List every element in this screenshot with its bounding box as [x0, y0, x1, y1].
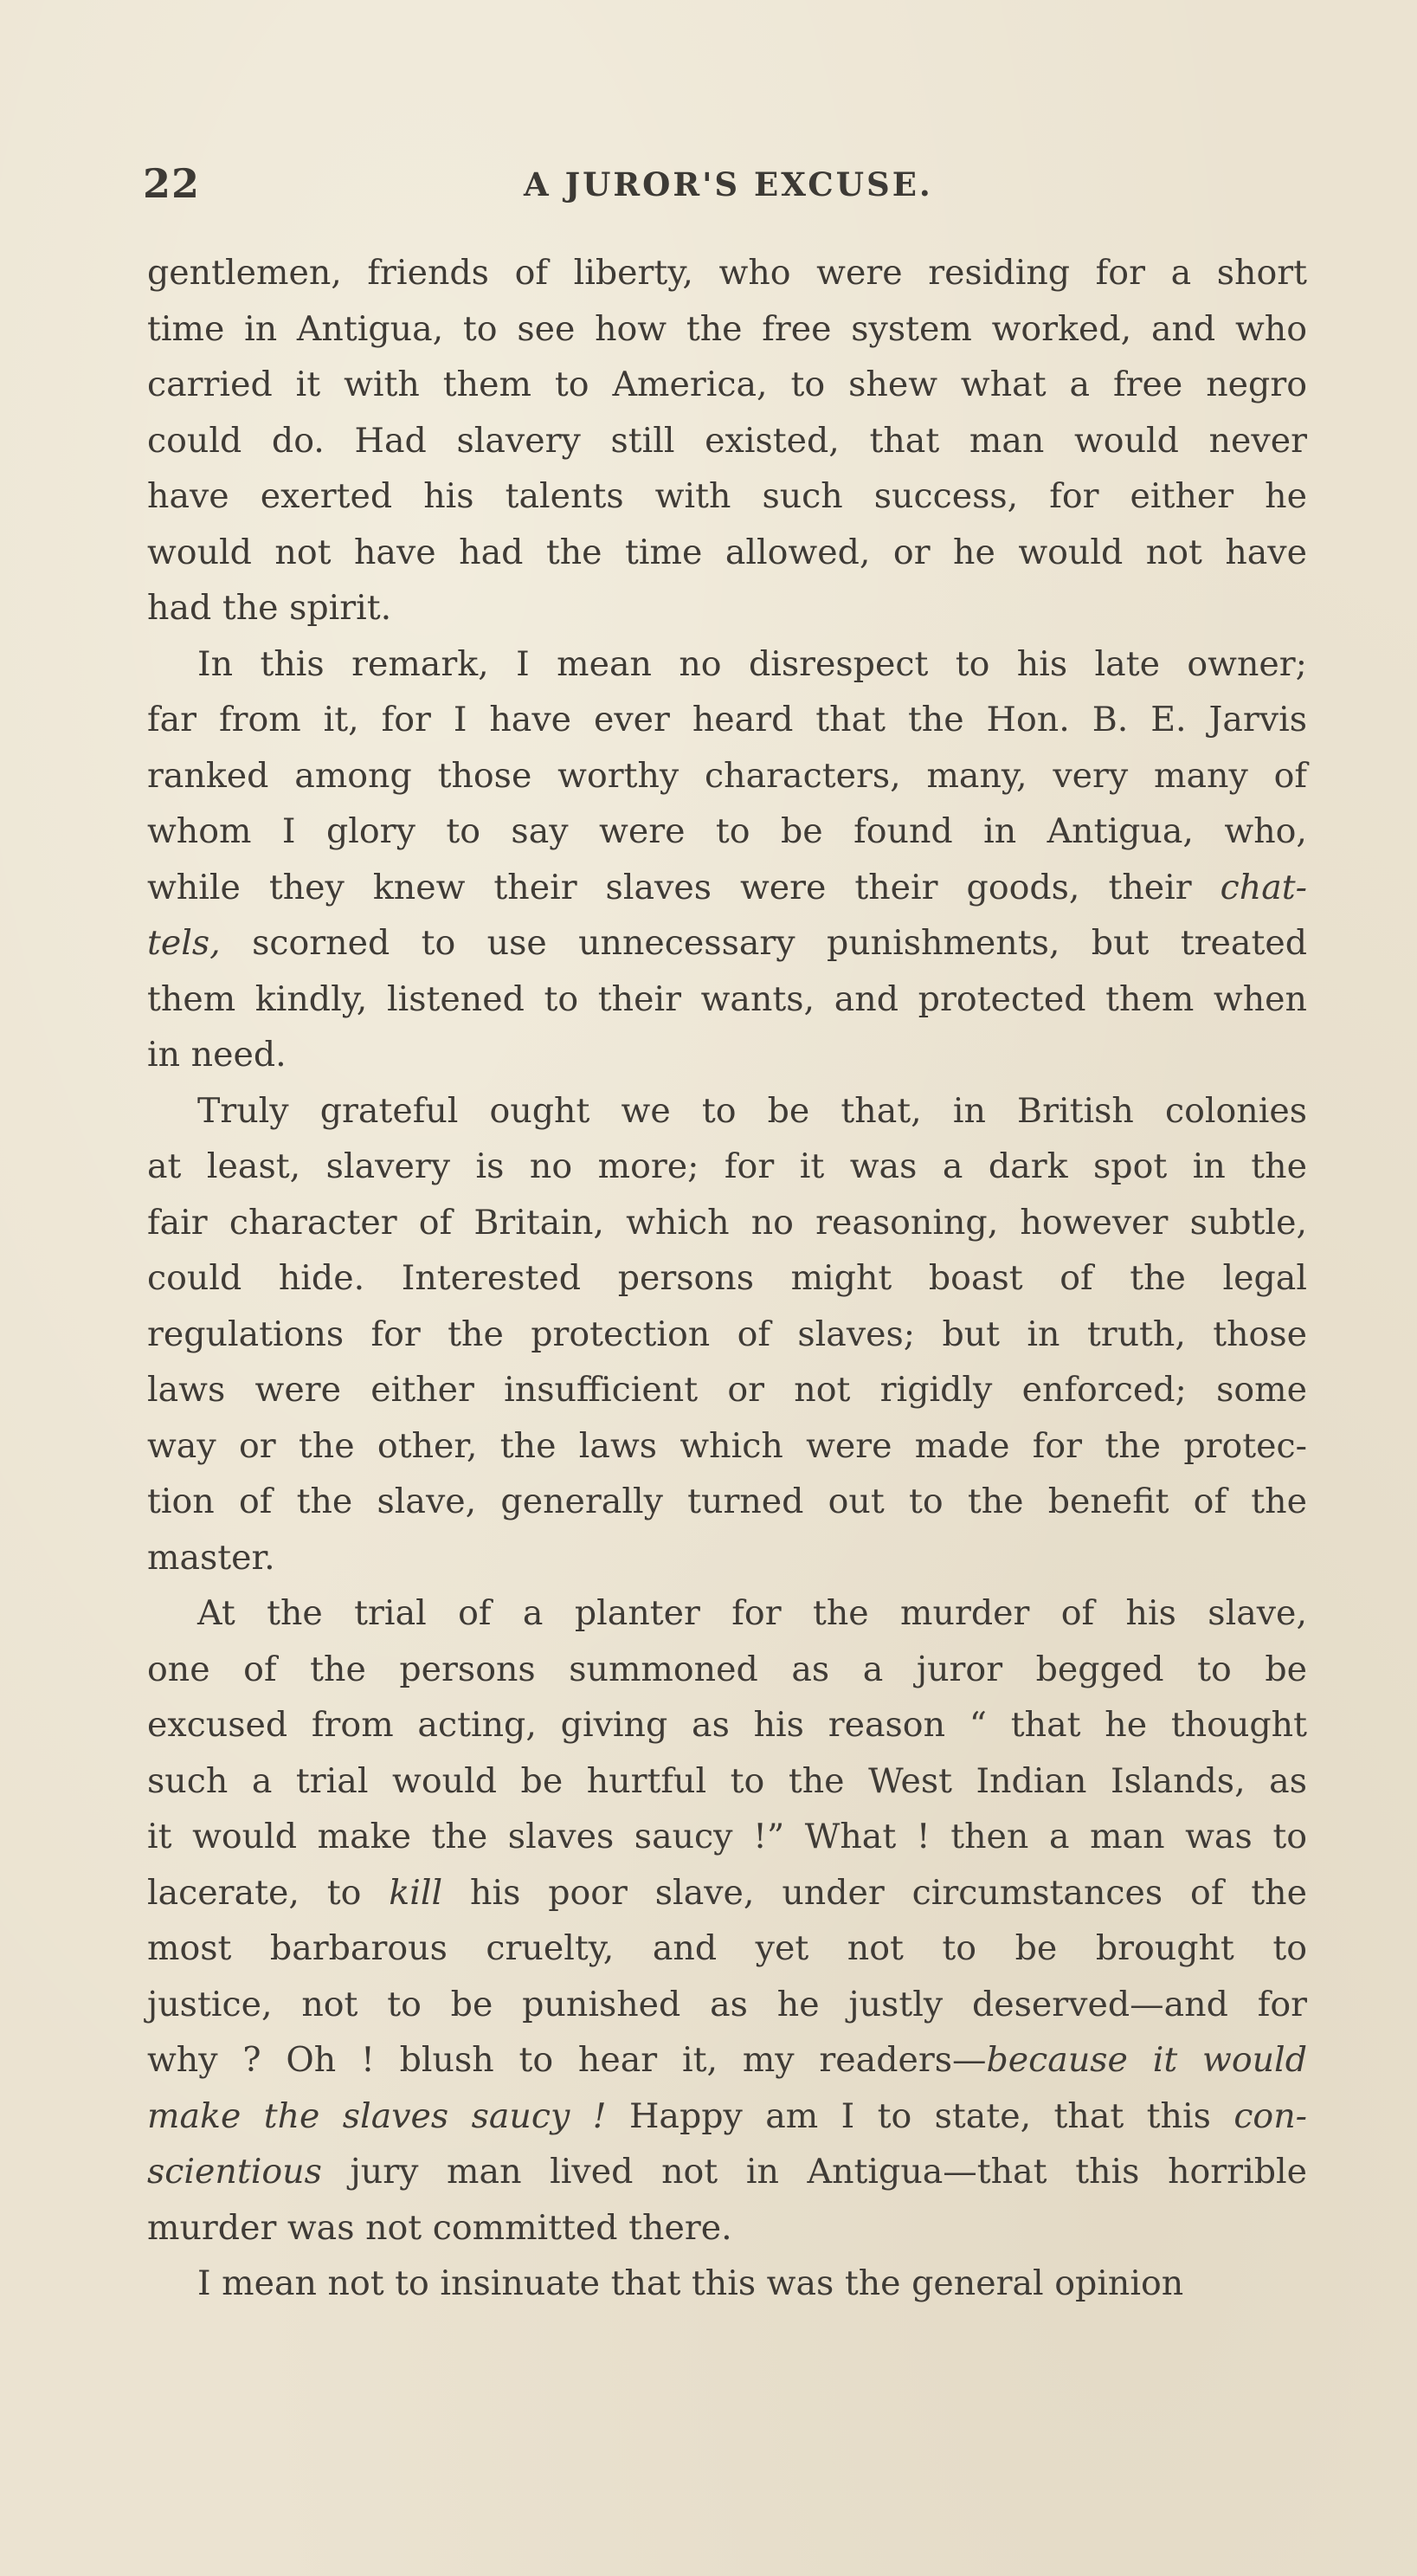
italic-word: con-	[1233, 2095, 1308, 2136]
text-line: regulations for the protection of slaves; but in truth, those	[147, 1314, 1307, 1354]
text-line: ranked among those worthy characters, many, very many of	[147, 755, 1307, 796]
text-line: why ? Oh ! blush to hear it, my readers—because it would	[147, 2040, 1307, 2080]
text-line: laws were either insufficient or not rigidly enforced; some	[147, 1370, 1307, 1410]
text-line: most barbarous cruelty, and yet not to be brought to	[147, 1928, 1307, 1968]
running-title: A JUROR'S EXCUSE.	[524, 165, 933, 203]
text-line: such a trial would be hurtful to the West Indian Islands, as	[147, 1760, 1307, 1801]
text-line: could hide. Interested persons might boast of the legal	[147, 1258, 1307, 1298]
text-line: at least, slavery is no more; for it was a dark spot in the	[147, 1146, 1307, 1186]
text-line: way or the other, the laws which were made for the protec-	[147, 1425, 1307, 1466]
text-line: murder was not committed there.	[147, 2207, 732, 2248]
italic-word: chat-	[1220, 867, 1307, 907]
italic-phrase: make the slaves saucy !	[147, 2095, 607, 2136]
text-line: Truly grateful ought we to be that, in British colonies	[197, 1090, 1307, 1131]
text-line: them kindly, listened to their wants, and protected them when	[147, 978, 1307, 1019]
text-line: one of the persons summoned as a juror begged to be	[147, 1649, 1307, 1689]
text-line: have exerted his talents with such success, for either he	[147, 476, 1307, 516]
text-line: I mean not to insinuate that this was the general opinion	[197, 2263, 1184, 2303]
text-line: fair character of Britain, which no reasoning, however subtle,	[147, 1202, 1307, 1243]
text-line: in need.	[147, 1035, 287, 1075]
text-line: whom I glory to say were to be found in Antigua, who,	[147, 811, 1307, 851]
text-line: scientious jury man lived not in Antigua—that this horrible	[147, 2152, 1307, 2192]
text-line: In this remark, I mean no disrespect to his late owner;	[197, 643, 1307, 684]
text-line: far from it, for I have ever heard that the Hon. B. E. Jarvis	[147, 700, 1307, 739]
page-header	[143, 160, 1307, 221]
text-line: carried it with them to America, to shew what a free negro	[147, 365, 1307, 404]
text-line: tels, scorned to use unnecessary punishments, but treated	[147, 923, 1307, 963]
text-line: could do. Had slavery still existed, that man would never	[147, 420, 1307, 461]
text-line: master.	[147, 1537, 275, 1578]
text-line: tion of the slave, generally turned out to the benefit of the	[147, 1482, 1307, 1521]
text-line: while they knew their slaves were their goods, their chat-	[147, 867, 1307, 907]
italic-word: kill	[389, 1872, 443, 1913]
text-line: had the spirit.	[147, 588, 392, 628]
text-line: At the trial of a planter for the murder of his slave,	[197, 1593, 1307, 1633]
text-line: it would make the slaves saucy !” What ! then a man was to	[147, 1817, 1307, 1856]
text-line: would not have had the time allowed, or he would not have	[147, 532, 1307, 572]
body-text	[147, 245, 1307, 2312]
text-line: make the slaves saucy ! Happy am I to state, that this con-	[147, 2095, 1308, 2136]
text-line: lacerate, to kill his poor slave, under circumstances of the	[147, 1872, 1307, 1913]
italic-word: scientious	[147, 2152, 322, 2192]
text-line: time in Antigua, to see how the free system worked, and who	[147, 308, 1307, 349]
text-line: gentlemen, friends of liberty, who were residing for a short	[147, 253, 1307, 293]
italic-word: tels,	[147, 923, 221, 963]
text-line: justice, not to be punished as he justly deserved—and for	[147, 1984, 1307, 2024]
page-number: 22	[143, 160, 201, 207]
italic-phrase: because it would	[986, 2040, 1307, 2080]
text-line: excused from acting, giving as his reason “ that he thought	[147, 1705, 1307, 1745]
